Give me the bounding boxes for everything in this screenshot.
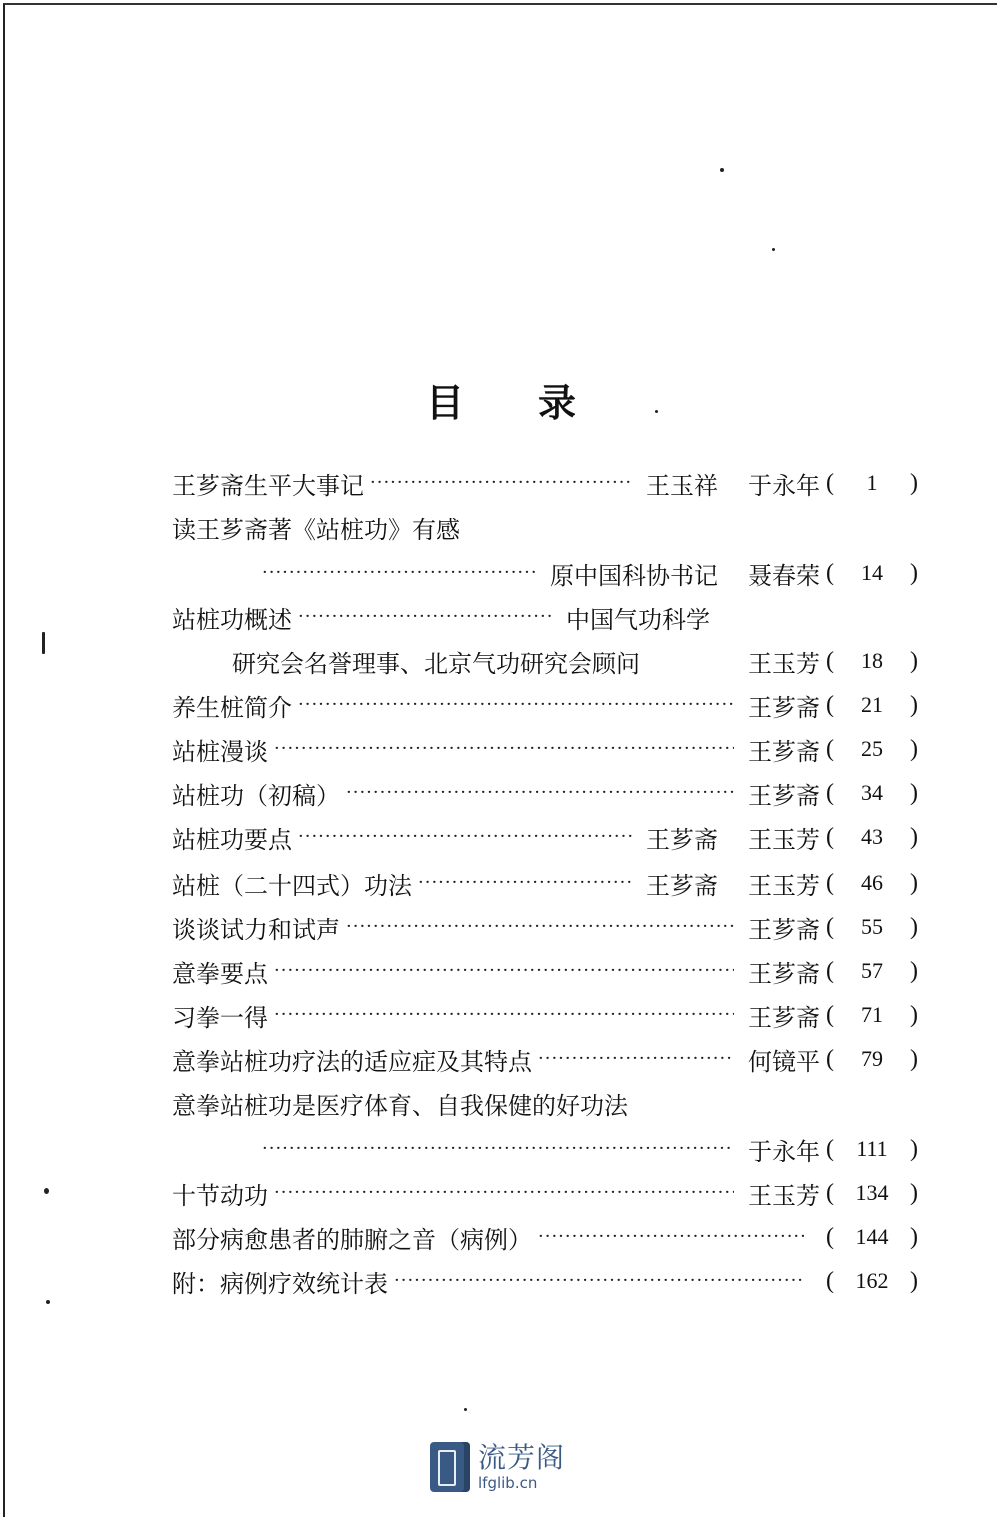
toc-row[interactable] — [172, 466, 918, 500]
watermark-logo — [430, 1438, 580, 1496]
toc-entry-title: 站桩（二十四式）功法 — [172, 871, 412, 900]
toc-entry-author: 王芗斋 — [748, 737, 820, 766]
leader-dots — [274, 959, 734, 983]
leader-dots — [346, 915, 734, 939]
toc-page-number: ( 21 ) — [826, 691, 918, 718]
toc-row[interactable] — [172, 600, 710, 634]
toc-page-number: ( 46 ) — [826, 869, 918, 896]
leader-dots — [538, 1225, 804, 1249]
leader-dots — [298, 693, 734, 717]
toc-entry-author: 何镜平 — [748, 1047, 820, 1076]
toc-page-number: ( 43 ) — [826, 823, 918, 850]
toc-entry-title: 读王芗斋著《站桩功》有感 — [172, 515, 460, 544]
leader-dots — [394, 1269, 804, 1293]
toc-entry-author: 于永年 — [748, 1137, 820, 1166]
toc-entry-author: 于永年 — [748, 471, 820, 500]
toc-entry-author: 王玉芳 — [748, 649, 820, 678]
logo-site: lfglib.cn — [478, 1473, 538, 1492]
toc-row[interactable] — [172, 1176, 918, 1210]
toc-page-number: ( 25 ) — [826, 735, 918, 762]
toc-row[interactable] — [262, 1132, 918, 1166]
toc-entry-title: 站桩漫谈 — [172, 737, 268, 766]
book-icon — [430, 1442, 470, 1492]
toc-page-number: ( 18 ) — [826, 647, 918, 674]
toc-page-number: ( 144 ) — [826, 1223, 918, 1250]
toc-page-number: ( 55 ) — [826, 913, 918, 940]
toc-page-number: ( 14 ) — [826, 559, 918, 586]
toc-row[interactable] — [172, 1264, 918, 1298]
toc-row[interactable] — [172, 998, 918, 1032]
toc-entry-title: 养生桩简介 — [172, 693, 292, 722]
toc-page-number: ( 79 ) — [826, 1045, 918, 1072]
toc-row[interactable] — [172, 510, 918, 544]
toc-entry-title: 十节动功 — [172, 1181, 268, 1210]
toc-page-number: ( 162 ) — [826, 1267, 918, 1294]
toc-entry-title: 谈谈试力和试声 — [172, 915, 340, 944]
toc-entry-author: 王玉祥 — [646, 471, 718, 500]
toc-row[interactable] — [172, 776, 918, 810]
toc-entry-author: 王芗斋 — [748, 781, 820, 810]
toc-entry-author: 王芗斋 — [748, 1003, 820, 1032]
toc-entry-author: 王芗斋 — [748, 959, 820, 988]
toc-entry-title: 站桩功要点 — [172, 825, 292, 854]
toc-page-number: ( 57 ) — [826, 957, 918, 984]
toc-entry-title: 附：病例疗效统计表 — [172, 1269, 388, 1298]
title-char: 录 — [538, 381, 577, 425]
toc-row[interactable] — [262, 556, 918, 590]
toc-page-number: ( 1 ) — [826, 469, 918, 496]
toc-entry-author: 王玉芳 — [748, 825, 820, 854]
toc-entry-title: 站桩功（初稿） — [172, 781, 340, 810]
toc-entry-author: 中国气功科学 — [566, 605, 710, 634]
toc-entry-title: 研究会名誉理事、北京气功研究会顾问 — [232, 649, 640, 678]
toc-entry-author: 王芗斋 — [748, 693, 820, 722]
toc-entry-title: 部分病愈患者的肺腑之音（病例） — [172, 1225, 532, 1254]
toc-row[interactable] — [172, 732, 918, 766]
toc-entry-author: 原中国科协书记 — [550, 561, 718, 590]
toc-entry-title: 意拳站桩功是医疗体育、自我保健的好功法 — [172, 1091, 628, 1120]
leader-dots — [262, 561, 536, 585]
toc-entry-author: 王芗斋 — [646, 825, 718, 854]
toc-entry-title: 王芗斋生平大事记 — [172, 471, 364, 500]
toc-row[interactable] — [232, 644, 918, 678]
leader-dots — [538, 1047, 734, 1071]
toc-page-number: ( 134 ) — [826, 1179, 918, 1206]
leader-dots — [370, 471, 632, 495]
leader-dots — [274, 1181, 734, 1205]
toc-entry-author: 聂春荣 — [748, 561, 820, 590]
toc-row[interactable] — [172, 1220, 918, 1254]
toc-row[interactable] — [172, 866, 918, 900]
toc-entry-author: 王玉芳 — [748, 871, 820, 900]
leader-dots — [274, 1003, 734, 1027]
leader-dots — [298, 825, 632, 849]
toc-row[interactable] — [172, 954, 918, 988]
toc-entry-title: 意拳站桩功疗法的适应症及其特点 — [172, 1047, 532, 1076]
toc-row[interactable] — [172, 910, 918, 944]
toc-row[interactable] — [172, 1086, 918, 1120]
leader-dots — [418, 871, 632, 895]
logo-name: 流芳阁 — [478, 1440, 566, 1474]
toc-page-number: ( 34 ) — [826, 779, 918, 806]
leader-dots — [346, 781, 734, 805]
toc-entry-title: 站桩功概述 — [172, 605, 292, 634]
leader-dots — [298, 605, 552, 629]
toc-page-number: ( 111 ) — [826, 1135, 918, 1162]
leader-dots — [262, 1137, 734, 1161]
title-char: 目 — [425, 381, 464, 425]
toc-page-number: ( 71 ) — [826, 1001, 918, 1028]
toc-entry-author: 王玉芳 — [748, 1181, 820, 1210]
toc-entry-author: 王芗斋 — [748, 915, 820, 944]
toc-entry-title: 习拳一得 — [172, 1003, 268, 1032]
leader-dots — [274, 737, 734, 761]
toc-entry-title: 意拳要点 — [172, 959, 268, 988]
toc-entry-author: 王芗斋 — [646, 871, 718, 900]
toc-row[interactable] — [172, 820, 918, 854]
toc-row[interactable] — [172, 1042, 918, 1076]
toc-row[interactable] — [172, 688, 918, 722]
